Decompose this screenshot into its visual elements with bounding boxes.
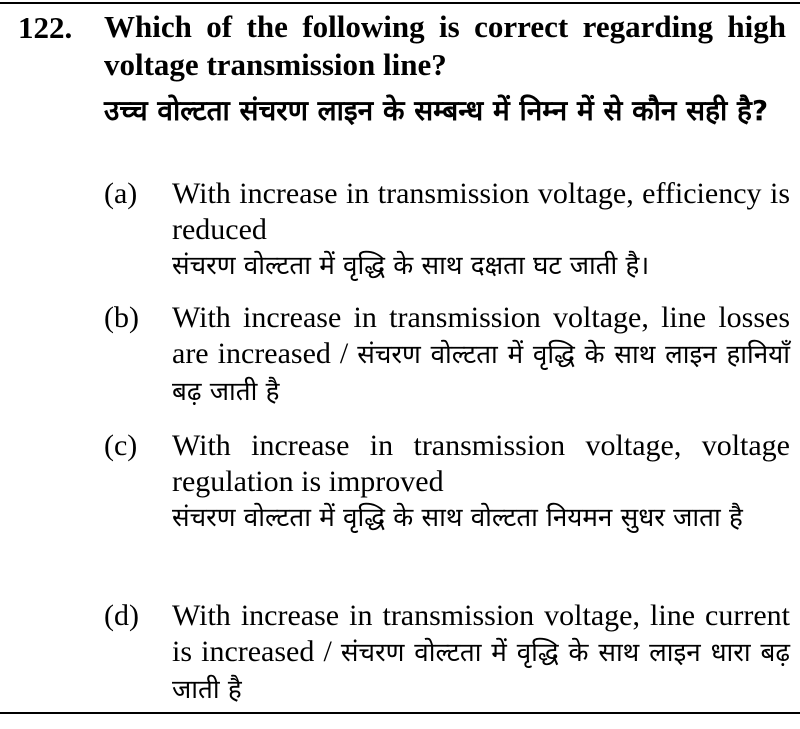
- option-d-text-hindi: संचरण वोल्टता में वृद्धि के साथ लाइन धारा बढ़ जाती है: [172, 638, 790, 705]
- question-text: [104, 8, 786, 134]
- bottom-rule: [0, 712, 800, 714]
- question-text-hindi: उच्च वोल्टता संचरण लाइन के सम्बन्ध में निम्न में से कौन सही है?: [104, 94, 769, 127]
- option-b-text-hindi: संचरण वोल्टता में वृद्धि के साथ लाइन हानियाँ बढ़ जाती है: [172, 340, 790, 407]
- option-c[interactable]: [104, 428, 790, 536]
- option-c-label: (c): [104, 429, 138, 462]
- option-a[interactable]: [104, 176, 790, 284]
- option-d-text-english: With increase in transmission voltage, line current is increased /: [172, 599, 790, 668]
- option-a-label: (a): [104, 177, 138, 210]
- option-b-label: (b): [104, 301, 139, 334]
- option-a-text-hindi: संचरण वोल्टता में वृद्धि के साथ दक्षता घट जाती है।: [172, 251, 650, 281]
- top-rule: [0, 2, 800, 4]
- option-a-text-english: With increase in transmission voltage, efficiency is reduced: [172, 177, 790, 246]
- option-c-body: [172, 428, 790, 536]
- option-b-text-english: With increase in transmission voltage, line losses are increased /: [172, 301, 790, 370]
- option-d-body: [172, 598, 790, 708]
- option-d-label: (d): [104, 599, 139, 632]
- question-text-english: Which of the following is correct regarding high voltage transmission line?: [104, 9, 786, 82]
- option-c-text-english: With increase in transmission voltage, voltage regulation is improved: [172, 429, 790, 498]
- question-number: 122.: [18, 10, 73, 45]
- option-b[interactable]: [104, 300, 790, 410]
- option-b-body: [172, 300, 790, 410]
- option-a-body: [172, 176, 790, 284]
- option-c-text-hindi: संचरण वोल्टता में वृद्धि के साथ वोल्टता नियमन सुधर जाता है: [172, 503, 743, 533]
- option-d[interactable]: [104, 598, 790, 708]
